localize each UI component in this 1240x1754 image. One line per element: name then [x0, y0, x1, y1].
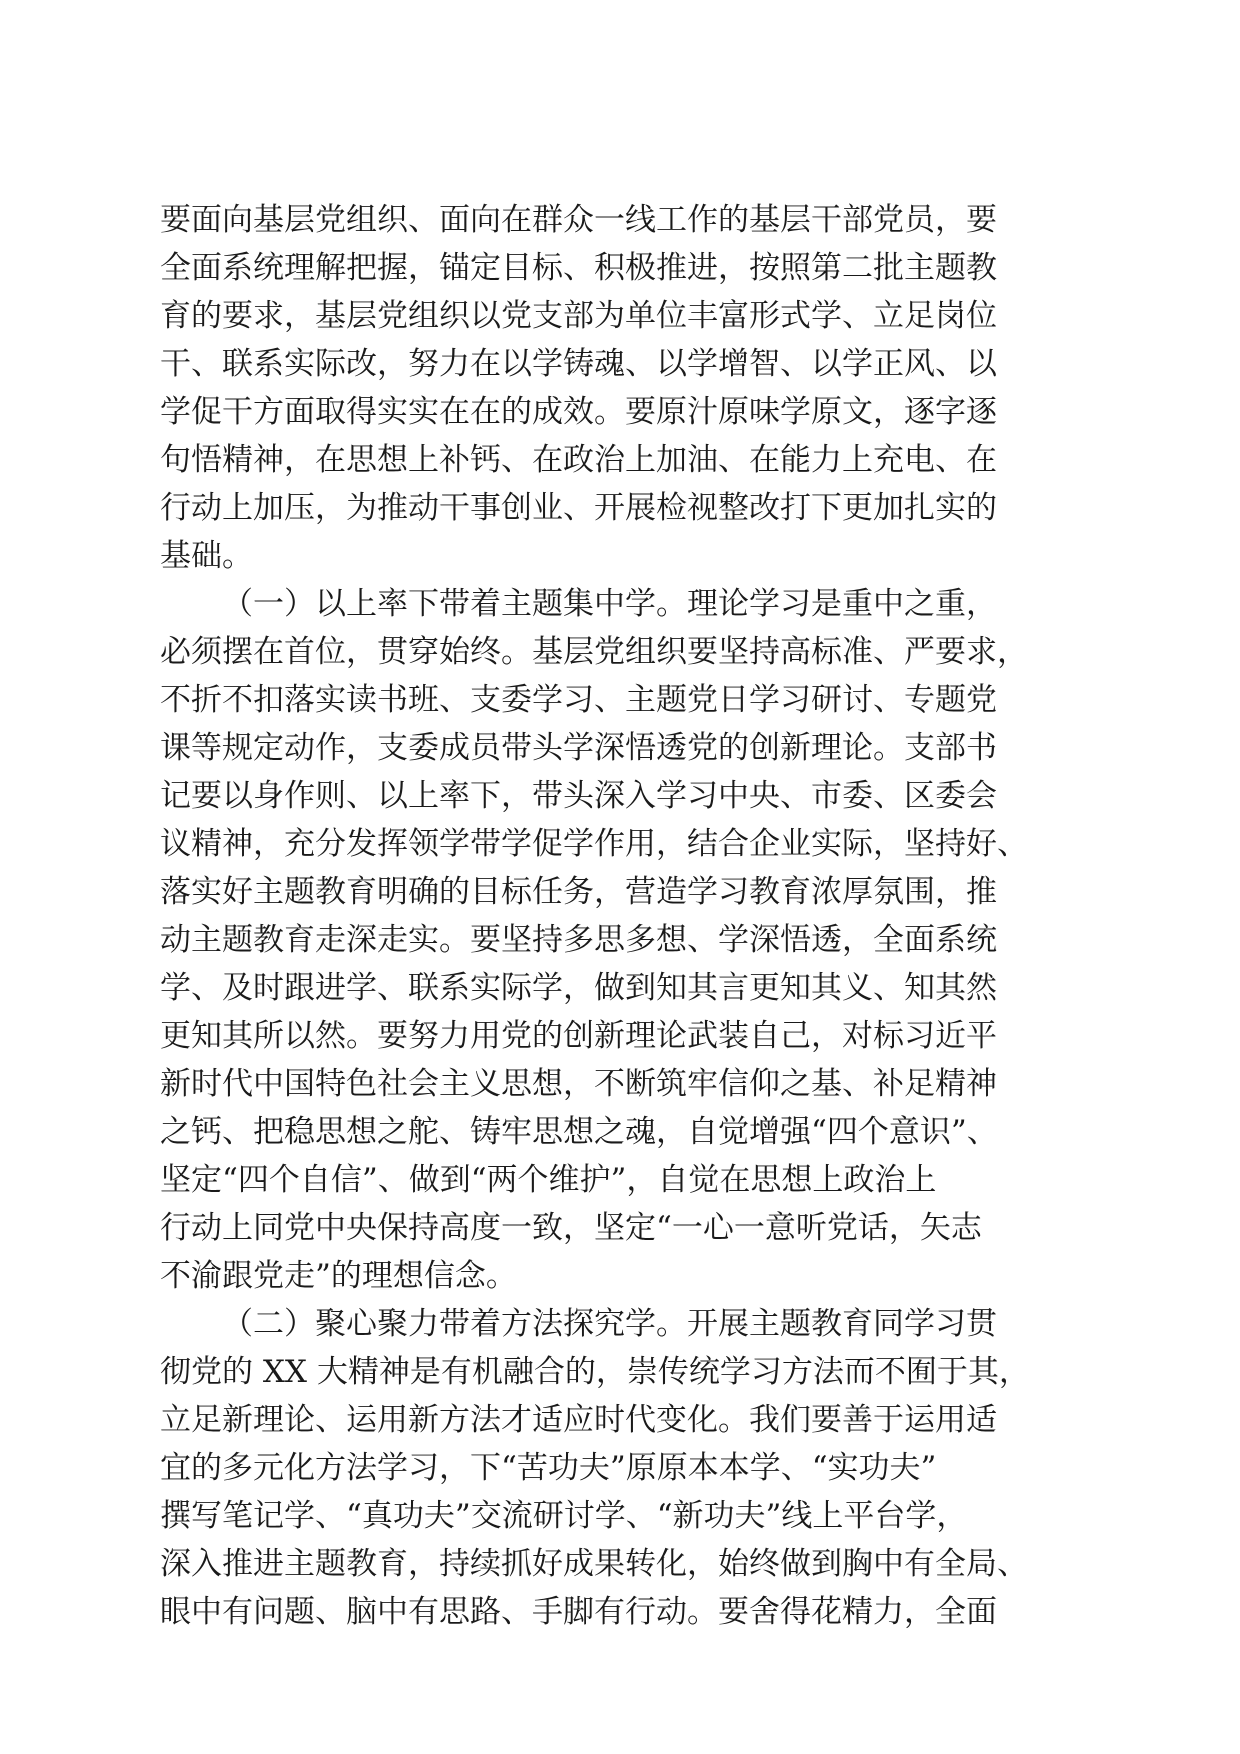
text-line: 不渝跟党走”的理想信念。	[160, 1258, 517, 1294]
text-line: 新时代中国特色社会主义思想，不断筑牢信仰之基、补足精神	[160, 1066, 997, 1102]
text-line: 要面向基层党组织、面向在群众一线工作的基层干部党员，要	[160, 202, 997, 238]
text-line: 学促干方面取得实实在在的成效。要原汁原味学原文，逐字逐	[160, 394, 997, 430]
text-line: 记要以身作则、以上率下，带头深入学习中央、市委、区委会	[160, 778, 997, 814]
text-line: 全面系统理解把握，锚定目标、积极推进，按照第二批主题教	[160, 250, 997, 286]
text-line: 坚定“四个自信”、做到“两个维护”，自觉在思想上政治上	[160, 1162, 937, 1198]
text-line: 行动上加压，为推动干事创业、开展检视整改打下更加扎实的	[160, 490, 997, 526]
text-line: 不折不扣落实读书班、支委学习、主题党日学习研讨、专题党	[160, 682, 997, 718]
text-line: 句悟精神，在思想上补钙、在政治上加油、在能力上充电、在	[160, 442, 997, 478]
text-line: 干、联系实际改，努力在以学铸魂、以学增智、以学正风、以	[160, 346, 997, 382]
text-line: 必须摆在首位，贯穿始终。基层党组织要坚持高标准、严要求，	[160, 634, 1028, 670]
body-text	[160, 196, 1080, 1636]
text-line: 育的要求，基层党组织以党支部为单位丰富形式学、立足岗位	[160, 298, 997, 334]
text-line: 宜的多元化方法学习，下“苦功夫”原原本本学、“实功夫”	[160, 1450, 937, 1486]
text-line: 行动上同党中央保持高度一致，坚定“一心一意听党话，矢志	[160, 1210, 982, 1246]
text-line: 眼中有问题、脑中有思路、手脚有行动。要舍得花精力，全面	[160, 1594, 997, 1630]
text-line: 落实好主题教育明确的目标任务，营造学习教育浓厚氛围，推	[160, 874, 997, 910]
text-line: 议精神，充分发挥领学带学促学作用，结合企业实际，坚持好、	[160, 826, 1028, 862]
text-line: 学、及时跟进学、联系实际学，做到知其言更知其义、知其然	[160, 970, 997, 1006]
section-heading-line: （二）聚心聚力带着方法探究学。开展主题教育同学习贯	[222, 1306, 997, 1342]
text-line: 撰写笔记学、“真功夫”交流研讨学、“新功夫”线上平台学，	[160, 1498, 968, 1534]
text-line: 之钙、把稳思想之舵、铸牢思想之魂，自觉增强“四个意识”、	[160, 1114, 998, 1150]
text-line: 动主题教育走深走实。要坚持多思多想、学深悟透，全面系统	[160, 922, 997, 958]
text-line: 基础。	[160, 538, 253, 574]
section-heading-line: （一）以上率下带着主题集中学。理论学习是重中之重，	[222, 586, 997, 622]
text-line: 深入推进主题教育，持续抓好成果转化，始终做到胸中有全局、	[160, 1546, 1028, 1582]
text-line: 课等规定动作，支委成员带头学深悟透党的创新理论。支部书	[160, 730, 997, 766]
text-line: 彻党的 XX 大精神是有机融合的，崇传统学习方法而不囿于其，	[160, 1354, 1030, 1390]
text-line: 更知其所以然。要努力用党的创新理论武装自己，对标习近平	[160, 1018, 997, 1054]
text-line: 立足新理论、运用新方法才适应时代变化。我们要善于运用适	[160, 1402, 997, 1438]
